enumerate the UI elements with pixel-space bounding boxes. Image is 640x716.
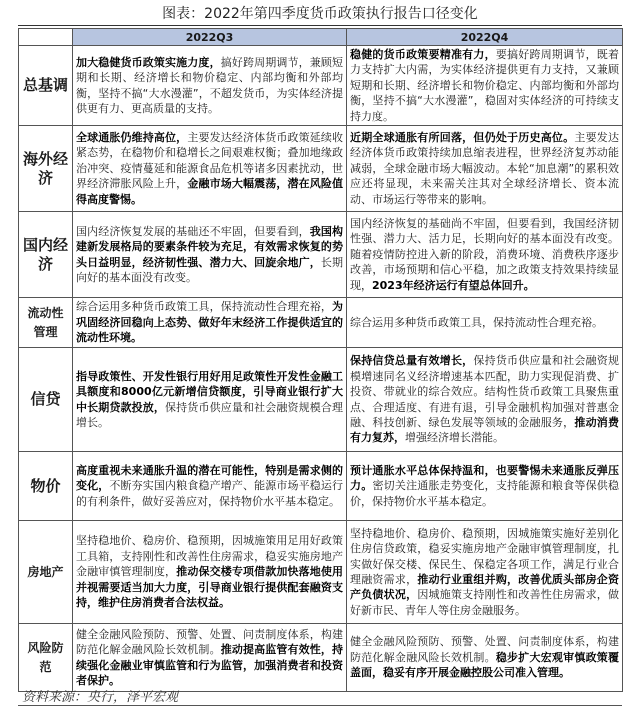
cell-2022q3: 高度重视未来通胀升温的潜在可能性，特别是需求侧的变化，不断夯实国内粮食稳产增产、能源市场平稳运行的有利条件，做好妥善应对，保持物价水平基本稳定。 [73,452,347,521]
table-row [19,624,623,692]
emphasis-text: 推动保交楼专项借款加快落地使用并视需要适当加大力度，引导商业银行提供配套融资支持，维护住房消费者合法权益。 [76,565,344,610]
chart-title: 图表：2022年第四季度货币政策执行报告口径变化 [162,6,478,22]
emphasis-text: 为巩固经济回稳向上态势、做好年末经济工作提供适宜的流动性环境。 [76,300,343,345]
cell-2022q4: 近期全球通胀有所回落，但仍处于历史高位。主要发达经济体货币政策持续加息缩表进程，世界经济复苏动能减弱，全球金融市场大幅波动。本轮“加息潮”的累积效应还将显现，未来需关注其对全球经济增长、资本流动、市场运行等带来的影响。 [347,126,623,212]
emphasis-text: 稳步扩大宏观审慎政策覆盖面，稳妥有序开展金融控股公司准入管理。 [350,650,620,680]
row-label: 房地产 [19,521,73,624]
header-corner [19,29,73,46]
emphasis-text: 金融市场大幅震荡，潜在风险值得高度警惕。 [76,177,344,206]
table-row [19,46,623,126]
emphasis-text: 2023年经济运行有望总体回升。 [372,278,535,292]
header-2022q3: 2022Q3 [73,29,347,46]
row-label: 流动性管理 [19,298,73,348]
bottom-rule [18,705,622,706]
emphasis-text: 高度重视未来通胀升温的潜在可能性，特别是需求侧的变化， [76,463,343,493]
emphasis-text: 我国构建新发展格局的要素条件较为充足，有效需求恢复的势头日益明显，经济韧性强、潜力大、回旋余地广， [76,224,344,269]
row-label: 风险防范 [19,624,73,692]
cell-2022q3: 加大稳健货币政策实施力度，搞好跨周期调节，兼顾短期和长期、经济增长和物价稳定、内部均衡和外部均衡，坚持不搞“大水漫灌”，不超发货币，为实体经济提供更有力、更高质量的支持。 [73,46,347,126]
table-row [19,212,623,298]
emphasis-text: 全球通胀仍维持高位， [76,130,188,144]
cell-2022q4: 健全金融风险预防、预警、处置、问责制度体系，构建防范化解金融风险长效机制。稳步扩大宏观审慎政策覆盖面，稳妥有序开展金融控股公司准入管理。 [347,624,623,692]
header-2022q4: 2022Q4 [347,29,623,46]
emphasis-text: 近期全球通胀有所回落，但仍处于历史高位。 [350,130,575,144]
emphasis-text: 指导政策性、开发性银行用好用足政策性开发性金融工具额度和8000亿元新增信贷额度，引导商业银行扩大中长期贷款投放， [76,369,343,414]
row-label: 总基调 [19,46,73,126]
cell-2022q4: 预计通胀水平总体保持温和，也要警惕未来通胀反弹压力。密切关注通胀走势变化，支持能源和粮食等保供稳价，保持物价水平基本稳定。 [347,452,623,521]
emphasis-text: 稳健的货币政策要精准有力， [350,47,496,61]
table-row [19,126,623,212]
emphasis-text: 加大稳健货币政策实施力度， [76,55,221,69]
policy-comparison-table [18,28,623,692]
table-row [19,452,623,521]
cell-2022q4: 稳健的货币政策要精准有力，要搞好跨周期调节，既着力支持扩大内需，为实体经济提供更有力支持，又兼顾短期和长期、经济增长和物价稳定、内部均衡和外部均衡，坚持不搞“大水漫灌”，稳固对实体经济的可持续支持力度。 [347,46,623,126]
cell-2022q3: 全球通胀仍维持高位，主要发达经济体货币政策延续收紧态势，在稳物价和稳增长之间艰难权衡；叠加地缘政治冲突、疫情蔓延和能源食品危机等诸多因素扰动，世界经济滞胀风险上升，金融市场大幅震荡，潜在风险值得高度警惕。 [73,126,347,212]
cell-2022q3: 指导政策性、开发性银行用好用足政策性开发性金融工具额度和8000亿元新增信贷额度，引导商业银行扩大中长期贷款投放，保持货币供应量和社会融资规模合理增长。 [73,348,347,452]
table-row [19,348,623,452]
cell-2022q4: 综合运用多种货币政策工具，保持流动性合理充裕。 [347,298,623,348]
source-note: 资料来源：央行，泽平宏观 [22,690,179,705]
cell-2022q4: 国内经济恢复的基础尚不牢固，但要看到，我国经济韧性强、潜力大、活力足，长期向好的基本面没有改变。随着疫情防控进入新的阶段，消费环境、消费秩序逐步改善，市场预期和信心平稳，加之政策支持效果持续显现，2023年经济运行有望总体回升。 [347,212,623,298]
row-label: 海外经济 [19,126,73,212]
cell-2022q3: 综合运用多种货币政策工具，保持流动性合理充裕，为巩固经济回稳向上态势、做好年末经济工作提供适宜的流动性环境。 [73,298,347,348]
header-row [19,29,623,46]
table-row [19,521,623,624]
row-label: 国内经济 [19,212,73,298]
title-rule [18,25,622,26]
table-body [19,46,623,692]
row-label: 物价 [19,452,73,521]
emphasis-text: 推动提高监管有效性，持续强化金融业审慎监管和行为监管，加强消费者和投资者保护。 [76,643,344,687]
emphasis-text: 推动消费有力复苏， [350,415,620,445]
cell-2022q3: 国内经济恢复发展的基础还不牢固，但要看到，我国构建新发展格局的要素条件较为充足，有效需求恢复的势头日益明显，经济韧性强、潜力大、回旋余地广，长期向好的基本面没有改变。 [73,212,347,298]
cell-2022q4: 坚持稳地价、稳房价、稳预期，因城施策实施好差别化住房信贷政策，稳妥实施房地产金融审慎管理制度，扎实做好保交楼、保民生、保稳定各项工作，满足行业合理融资需求，推动行业重组并购，改善优质头部房企资产负债状况，因城施策支持刚性和改善性住房需求，做好新市民、青年人等住房金融服务。 [347,521,623,624]
cell-2022q3: 健全金融风险预防、预警、处置、问责制度体系，构建防范化解金融风险长效机制。推动提高监管有效性，持续强化金融业审慎监管和行为监管，加强消费者和投资者保护。 [73,624,347,692]
emphasis-text: 推动行业重组并购，改善优质头部房企资产负债状况， [350,573,620,602]
row-label: 信贷 [19,348,73,452]
table-row [19,298,623,348]
cell-2022q3: 坚持稳地价、稳房价、稳预期，因城施策用足用好政策工具箱，支持刚性和改善性住房需求，稳妥实施房地产金融审慎管理制度，推动保交楼专项借款加快落地使用并视需要适当加大力度，引导商业银行提供配套融资支持，维护住房消费者合法权益。 [73,521,347,624]
emphasis-text: 保持信贷总量有效增长， [350,354,474,368]
cell-2022q4: 保持信贷总量有效增长，保持货币供应量和社会融资规模增速同名义经济增速基本匹配，助力实现促消费、扩投资、带就业的综合效应。结构性货币政策工具聚焦重点、合理适度、有进有退，引导金融机构加强对普惠金融、科技创新、绿色发展等领域的金融服务，推动消费有力复苏，增强经济增长潜能。 [347,348,623,452]
emphasis-text: 预计通胀水平总体保持温和，也要警惕未来通胀反弹压力。 [350,463,619,493]
